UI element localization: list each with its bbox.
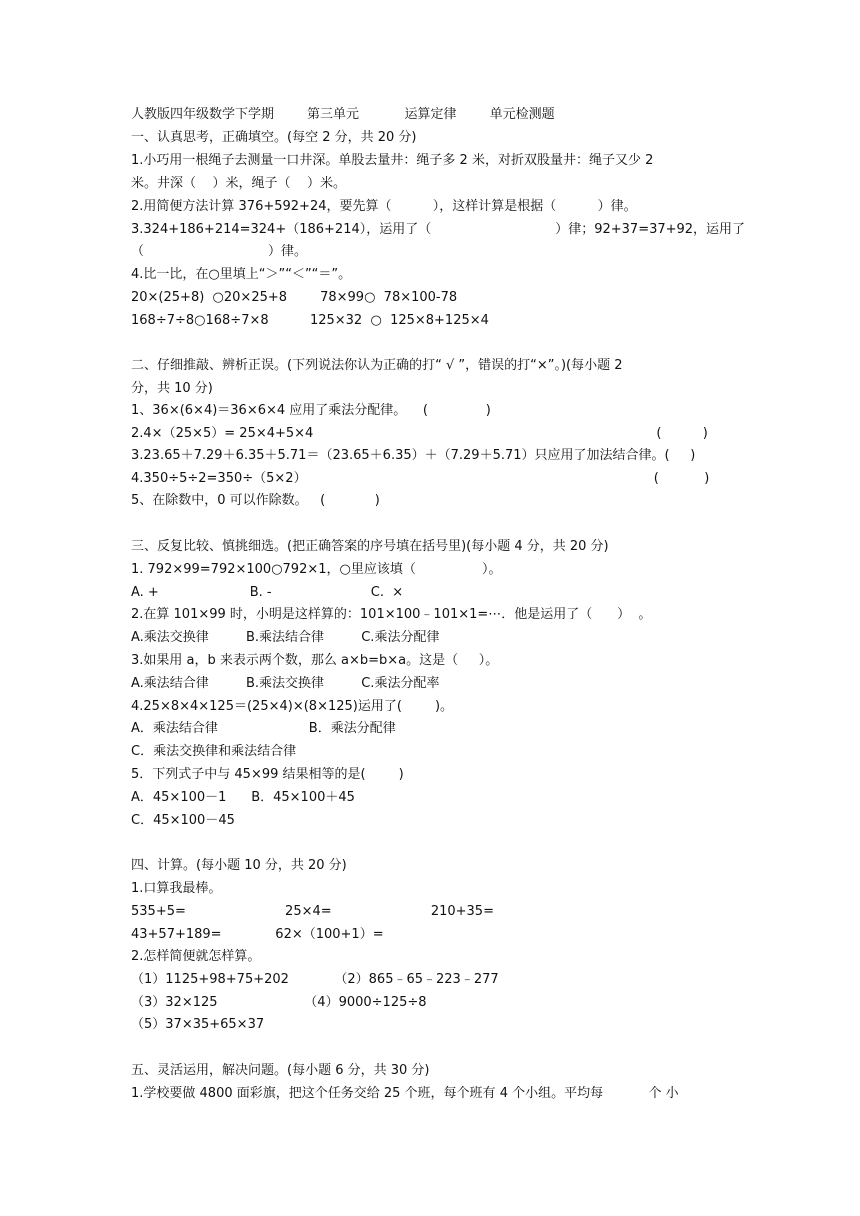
s1-question-3-line-2: （ ）律。 [131,244,307,259]
page-header: 人教版四年级数学下学期 第三单元 运算定律 单元检测题 [131,107,555,122]
s3-question-3: 3.如果用 a，b 来表示两个数，那么 a×b=b×a。这是（ ）。 [131,653,499,668]
s2-question-1: 1、36×(6×4)＝36×6×4 应用了乘法分配律。 ( ) [131,403,491,418]
section-5-title: 五、灵活运用，解决问题。(每小题 6 分，共 30 分) [131,1063,430,1078]
section-2-title: 二、仔细推敲、辨析正误。(下列说法你认为正确的打“ √ ”，错误的打“×”。)(每小题 2 [131,358,623,373]
s1-question-1-line-2: 米。井深（ ）米，绳子（ ）米。 [131,176,347,191]
s3-question-3-options: A.乘法结合律 B.乘法交换律 C.乘法分配率 [131,676,440,691]
s5-question-1: 1.学校要做 4800 面彩旗，把这个任务交给 25 个班，每个班有 4 个小组。平均每 个 小 [131,1086,679,1101]
s2-question-2: 2.4×（25×5）= 25×4+5×4 ( ) [131,426,708,441]
section-4-title: 四、计算。(每小题 10 分，共 20 分) [131,858,347,873]
s1-question-4: 4.比一比，在○里填上“＞”“＜”“＝”。 [131,267,352,282]
s2-question-4: 4.350÷5÷2=350÷（5×2） ( ) [131,471,710,486]
s3-question-1-options: A. + B. - C. × [131,585,404,600]
s4-calc-row-2: （3）32×125 （4）9000÷125÷8 [131,995,427,1010]
s3-question-5-options-1: A．45×100－1 B．45×100＋45 [131,790,355,805]
s2-question-5: 5、在除数中，0 可以作除数。 ( ) [131,493,380,508]
s3-question-2-options: A.乘法交换律 B.乘法结合律 C.乘法分配律 [131,630,440,645]
s4-calc-row-3: （5）37×35+65×37 [131,1017,265,1032]
s1-question-3-line-1: 3.324+186+214=324+（186+214），运用了（ ）律；92+37=37+92，运用了 [131,222,746,237]
s3-question-4: 4.25×8×4×125＝(25×4)×(8×125)运用了( )。 [131,699,454,714]
s1-question-1-line-1: 1.小巧用一根绳子去测量一口井深。单股去量井：绳子多 2 米，对折双股量井：绳子又少 2 [131,153,654,168]
section-2-title-cont: 分，共 10 分) [131,381,213,396]
s1-question-4-row-2: 168÷7÷8○168÷7×8 125×32 ○ 125×8+125×4 [131,313,489,328]
s4-oral-row-1: 535+5= 25×4= 210+35= [131,904,494,919]
s4-oral-row-2: 43+57+189= 62×（100+1）= [131,927,384,942]
s3-question-5: 5．下列式子中与 45×99 结果相等的是( ) [131,767,404,782]
s4-sub-2: 2.怎样简便就怎样算。 [131,949,261,964]
s3-question-4-options-2: C．乘法交换律和乘法结合律 [131,744,297,759]
s3-question-5-options-2: C．45×100－45 [131,813,235,828]
s4-sub-1: 1.口算我最棒。 [131,881,222,896]
s1-question-2: 2.用简便方法计算 376+592+24，要先算（ ），这样计算是根据（ ）律。 [131,199,637,214]
s4-calc-row-1: （1）1125+98+75+202 （2）865﹣65﹣223﹣277 [131,972,499,987]
s2-question-3: 3.23.65＋7.29＋6.35＋5.71＝（23.65＋6.35）＋（7.29＋5.71）只应用了加法结合律。( ) [131,448,696,463]
section-3-title: 三、反复比较、慎挑细选。(把正确答案的序号填在括号里)(每小题 4 分，共 20 分) [131,539,609,554]
s1-question-4-row-1: 20×(25+8) ○20×25+8 78×99○ 78×100-78 [131,290,458,305]
s3-question-4-options-1: A．乘法结合律 B．乘法分配律 [131,721,396,736]
s3-question-1: 1. 792×99=792×100○792×1，○里应该填（ ）。 [131,562,502,577]
section-1-title: 一、认真思考，正确填空。(每空 2 分，共 20 分) [131,130,417,145]
s3-question-2: 2.在算 101×99 时，小明是这样算的：101×100﹣101×1=⋯．他是运用了（ ） 。 [131,607,652,622]
